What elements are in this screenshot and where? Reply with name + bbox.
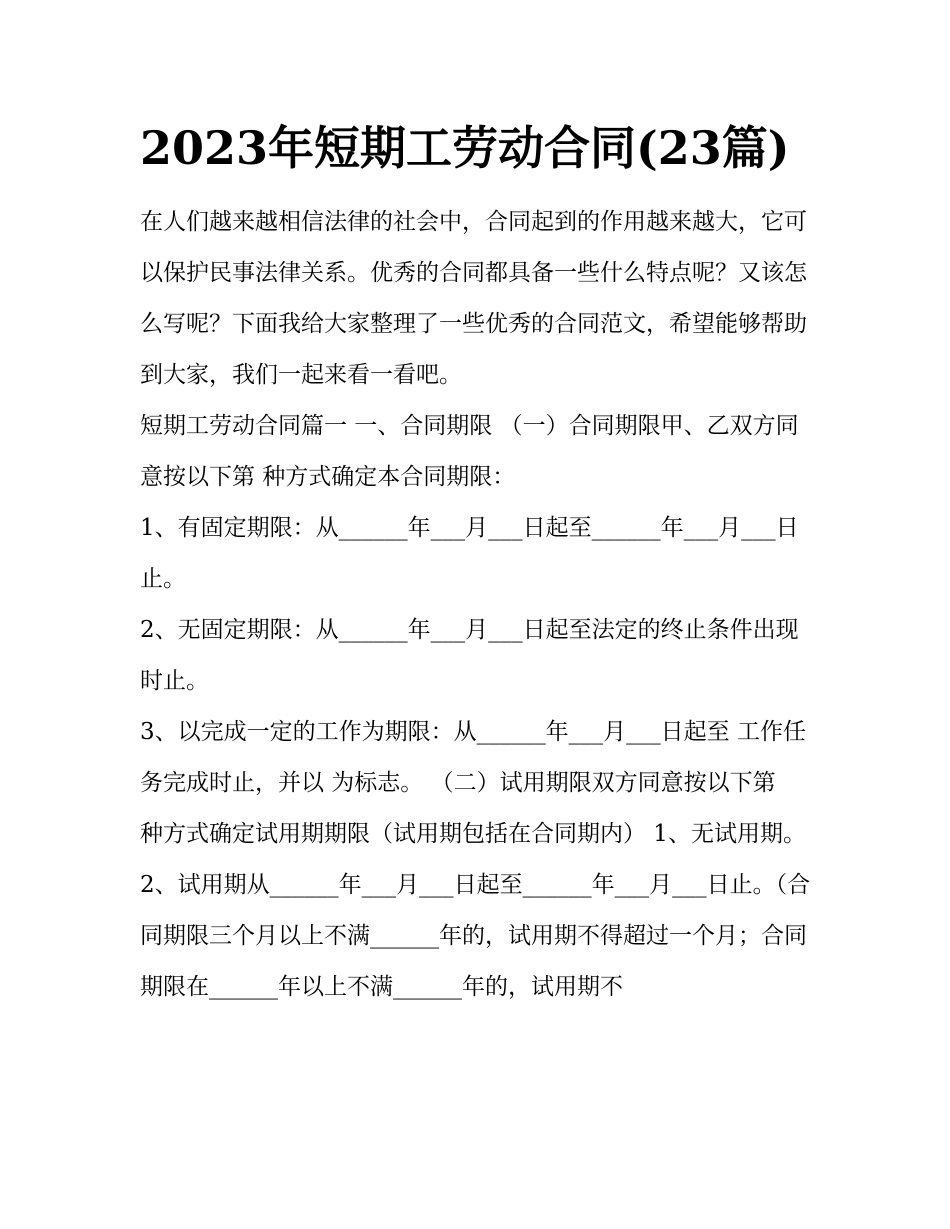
task-term-clause: 3、以完成一定的工作为期限：从______年___月___日起至 工作任务完成时止，并以 为标志。 （二）试用期限双方同意按以下第 xyxy=(140,719,806,796)
document-body xyxy=(140,197,820,1013)
probation-method-paragraph: 种方式确定试用期期限（试用期包括在合同期内） 1、无试用期。 xyxy=(140,821,806,847)
open-term-clause: 2、无固定期限：从______年___月___日起至法定的终止条件出现时止。 xyxy=(140,617,799,694)
intro-paragraph: 在人们越来越相信法律的社会中，合同起到的作用越来越大，它可以保护民事法律关系。优秀的合同都具备一些什么特点呢？又该怎么写呢？下面我给大家整理了一些优秀的合同范文，希望能够帮助到大家，我们一起来看一看吧。 xyxy=(140,209,807,388)
probation-period-clause: 2、试用期从______年___月___日起至______年___月___日止。（合同期限三个月以上不满______年的，试用期不得超过一个月；合同期限在______年以上不满______年的，试用期不 xyxy=(140,872,811,1000)
document-title: 2023年短期工劳动合同(23篇) xyxy=(140,121,790,175)
contract-term-paragraph: 短期工劳动合同篇一 一、合同期限 （一）合同期限甲、乙双方同意按以下第 种方式确定本合同期限： xyxy=(140,413,799,490)
fixed-term-clause: 1、有固定期限：从______年___月___日起至______年___月___日止。 xyxy=(140,515,799,592)
